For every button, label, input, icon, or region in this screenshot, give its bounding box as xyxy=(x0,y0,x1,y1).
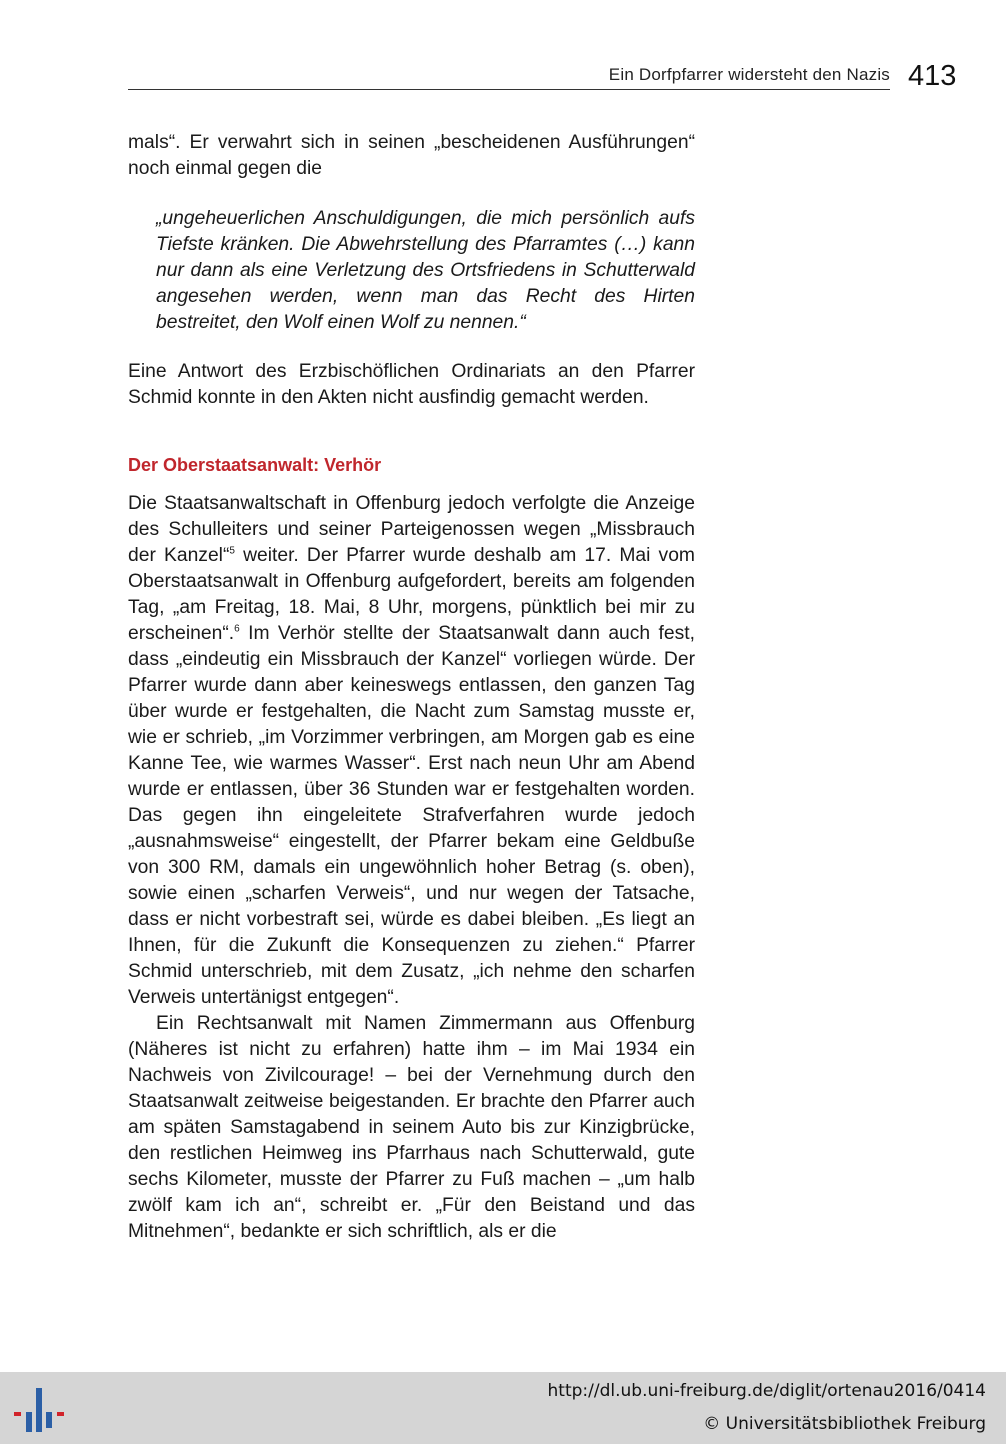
page-number: 413 xyxy=(908,60,957,92)
source-url-link[interactable]: http://dl.ub.uni-freiburg.de/diglit/ortenau2016/0414 xyxy=(547,1381,986,1401)
footnote-ref[interactable]: 6 xyxy=(234,623,240,635)
paragraph xyxy=(128,491,695,1011)
running-title: Ein Dorfpfarrer widersteht den Nazis xyxy=(608,65,890,84)
copyright-notice: © Universitätsbibliothek Freiburg xyxy=(703,1414,986,1434)
paragraph: Ein Rechtsanwalt mit Namen Zimmermann aus Offenburg (Näheres ist nicht zu erfahren) hatte ihm – im Mai 1934 ein Nachweis von Zivilcourage! – bei der Vernehmung durch den Staatsanwalt zeitweise beigestanden. Er brachte den Pfarrer auch am späten Samstagabend in seinem Auto bis zur Kinzigbrücke, den restlichen Heimweg ins Pfarrhaus nach Schutterwald, gute sechs Kilometer, musste der Pfarrer zu Fuß machen – „um halb zwölf kam ich an“, schreibt er. „Für den Beistand und das Mitnehmen“, bedankte er sich schriftlich, als er die xyxy=(128,1013,695,1242)
paragraph: mals“. Er verwahrt sich in seinen „bescheidenen Ausführungen“ noch einmal gegen die xyxy=(128,132,695,179)
footer-bar xyxy=(0,1372,1006,1444)
footnote-ref[interactable]: 5 xyxy=(229,545,235,557)
running-head xyxy=(128,60,890,90)
section-heading: Der Oberstaatsanwalt: Verhör xyxy=(128,455,382,475)
paragraph-text: Im Verhör stellte der Staatsanwalt dann auch fest, dass „eindeutig ein Missbrauch der Kanzel“ vorliegen würde. Der Pfarrer wurde dann aber keineswegs entlassen, den ganzen Tag über wurde er festgehalten, die Nacht zum Samstag musste er, wie er schrieb, „im Vorzimmer verbringen, am Morgen gab es eine Kanne Tee, wie warmes Wasser“. Erst nach neun Uhr am Abend wurde er entlassen, über 36 Stunden war er festgehalten worden. Das gegen ihn eingeleitete Strafverfahren wurde jedoch „ausnahmsweise“ eingestellt, der Pfarrer bekam eine Geldbuße von 300 RM, damals ein ungewöhnlich hoher Betrag (s. oben), sowie einen „scharfen Verweis“, und nur wegen der Tatsache, dass er nicht vorbestraft sei, würde es dabei bleiben. „Es liegt an Ihnen, für die Zukunft die Konsequenzen zu ziehen.“ Pfarrer Schmid unterschrieb, mit dem Zusatz, „ich nehme den scharfen Verweis untertänigst entgegen“. xyxy=(128,623,695,1008)
block-quote: „ungeheuerlichen Anschuldigungen, die mich persönlich aufs Tiefste kränken. Die Abwehrstellung des Pfarramtes (…) kann nur dann als eine Verletzung des Ortsfriedens in Schutterwald angesehen werden, wenn man das Recht des Hirten bestreitet, den Wolf einen Wolf zu nennen.“ xyxy=(156,208,695,333)
page-body xyxy=(128,130,695,1245)
paragraph-text: weiter. Der Pfarrer wurde deshalb am 17. Mai vom Oberstaatsanwalt in Offenburg aufgefordert, bereits am folgenden Tag, „am Freitag, 18. Mai, 8 Uhr, morgens, pünktlich bei mir zu erscheinen“. xyxy=(128,545,695,644)
paragraph: Eine Antwort des Erzbischöflichen Ordinariats an den Pfarrer Schmid konnte in den Akten nicht ausfindig gemacht werden. xyxy=(128,361,695,408)
ub-freiburg-logo-icon[interactable] xyxy=(14,1384,64,1434)
paragraph-text: Die Staatsanwaltschaft in Offenburg jedoch verfolgte die Anzeige des Schulleiters und seiner Parteigenossen wegen „Missbrauch der Kanzel“ xyxy=(128,493,695,566)
